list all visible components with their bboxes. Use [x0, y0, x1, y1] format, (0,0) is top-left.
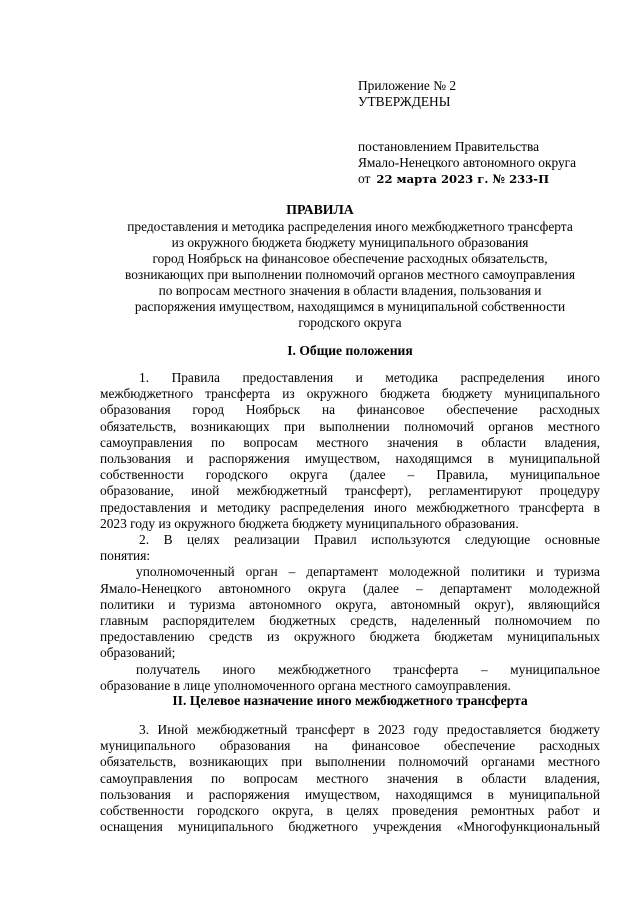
decree-date-prefix: от — [358, 171, 371, 186]
subtitle-line: возникающих при выполнении полномочий органов местного самоуправления — [125, 267, 575, 282]
appendix-number: Приложение № 2 — [358, 78, 457, 93]
paragraph-line: главным распорядителем бюджетных средств, наделенный полномочием по — [100, 613, 600, 629]
decree-date-value: 22 марта 2023 г. № 233-П — [376, 172, 550, 186]
subtitle-line: предоставления и методика распределения иного межбюджетного трансферта — [127, 219, 573, 234]
paragraph-line: межбюджетного трансферта из окружного бюджета бюджету муниципального — [100, 386, 600, 402]
paragraph-line: оснащения муниципального бюджетного учреждения «Многофункциональный — [100, 819, 600, 835]
approval-block — [358, 78, 618, 187]
paragraph-line: муниципального образования на финансовое обеспечение расходных — [100, 738, 600, 754]
paragraph-line: 3. Иной межбюджетный трансферт в 2023 году предоставляется бюджету — [139, 722, 600, 737]
paragraph-line: 2. В целях реализации Правил используются следующие основные — [139, 532, 600, 548]
paragraph-line: 2023 году из окружного бюджета бюджету муниципального образования. — [100, 515, 519, 531]
paragraph-line: предоставления и методику распределения иного межбюджетного трансферта в — [100, 499, 600, 515]
paragraph-line: обязательств, возникающих при выполнении полномочий органов местного — [100, 418, 600, 434]
section-heading-1: I. Общие положения — [287, 343, 413, 358]
document-title: ПРАВИЛА — [286, 202, 354, 217]
paragraph-line: пользования и распоряжения имуществом, находящимся в муниципальной — [100, 786, 600, 802]
paragraph-line: образований; — [100, 645, 176, 661]
subtitle-line: городского округа — [298, 315, 402, 330]
section-1-body — [100, 370, 600, 694]
subtitle-line: из окружного бюджета бюджету муниципального образования — [171, 235, 529, 250]
paragraph-line: Ямало-Ненецкого автономного округа (далее – департамент молодежной — [100, 580, 600, 596]
paragraph-line: 1. Правила предоставления и методика распределения иного — [139, 370, 600, 385]
paragraph-line: образование, иной межбюджетный трансферт), регламентируют процедуру — [100, 483, 600, 499]
paragraph-line: политики и туризма автономного округа, автономный округ), являющийся — [100, 596, 600, 612]
decree-date — [358, 171, 618, 187]
subtitle-line: по вопросам местного значения в области владения, пользования и — [158, 283, 542, 298]
subtitle-line: распоряжения имуществом, находящимся в муниципальной собственности — [134, 299, 566, 314]
section-heading-2: II. Целевое назначение иного межбюджетного трансферта — [172, 693, 528, 708]
paragraph-line: предоставлению средств из окружного бюджета бюджетам муниципальных — [100, 629, 600, 645]
paragraph-line: образования город Ноябрьск на финансовое обеспечение расходных — [100, 402, 600, 418]
paragraph-line: обязательств, возникающих при выполнении полномочий органами местного — [100, 754, 600, 770]
paragraph-line: образование в лице уполномоченного органа местного самоуправления. — [100, 677, 511, 693]
approved-label: УТВЕРЖДЕНЫ — [358, 94, 451, 109]
document-subtitle — [100, 219, 600, 331]
paragraph-line: понятия: — [100, 548, 151, 564]
paragraph-line: самоуправления по вопросам местного значения в области владения, — [100, 434, 600, 450]
paragraph-line: уполномоченный орган – департамент молодежной политики и туризма — [136, 564, 600, 580]
paragraph-line: собственности городского округа (далее – Правила, муниципальное — [100, 467, 600, 483]
decree-line-1: постановлением Правительства — [358, 139, 540, 154]
decree-line-2: Ямало-Ненецкого автономного округа — [358, 155, 577, 170]
paragraph-line: самоуправления по вопросам местного значения в области владения, — [100, 770, 600, 786]
paragraph-line: собственности городского округа, в целях проведения ремонтных работ и — [100, 803, 600, 819]
subtitle-line: город Ноябрьск на финансовое обеспечение расходных обязательств, — [152, 251, 548, 266]
section-2-body — [100, 722, 600, 835]
paragraph-line: пользования и распоряжения имуществом, находящимся в муниципальной — [100, 451, 600, 467]
paragraph-line: получатель иного межбюджетного трансферта – муниципальное — [136, 661, 600, 677]
